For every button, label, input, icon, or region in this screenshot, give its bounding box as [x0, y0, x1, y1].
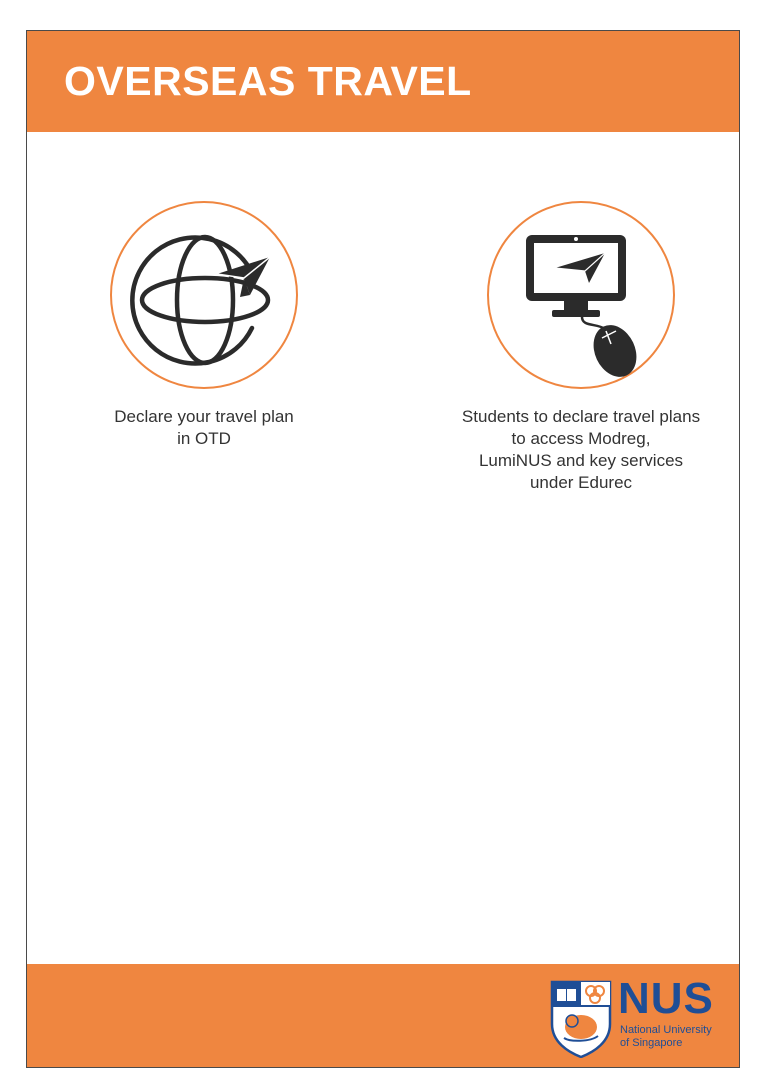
header-bar — [27, 31, 739, 132]
nus-acronym: NUS — [618, 974, 714, 1023]
caption-students-declare — [431, 406, 731, 494]
nus-crest-icon — [550, 980, 612, 1058]
caption-declare-otd — [94, 406, 314, 450]
caption-line: under Edurec — [529, 473, 633, 492]
caption-line: LumiNUS and key services — [478, 451, 684, 470]
globe-icon-circle — [110, 201, 298, 389]
monitor-mouse-icon — [489, 203, 677, 391]
globe-paper-plane-icon — [112, 203, 300, 391]
caption-line: Students to declare travel plans — [461, 407, 701, 426]
caption-line: to access Modreg, — [511, 429, 651, 448]
monitor-icon-circle — [487, 201, 675, 389]
footer-bar — [27, 964, 739, 1067]
poster — [26, 30, 740, 1068]
caption-line: in OTD — [177, 429, 231, 448]
caption-line: Declare your travel plan — [114, 407, 294, 426]
nus-logo — [550, 974, 722, 1060]
page-title: OVERSEAS TRAVEL — [64, 58, 472, 104]
nus-name-line2: of Singapore — [620, 1037, 683, 1049]
nus-name-line1: National University — [620, 1024, 712, 1036]
